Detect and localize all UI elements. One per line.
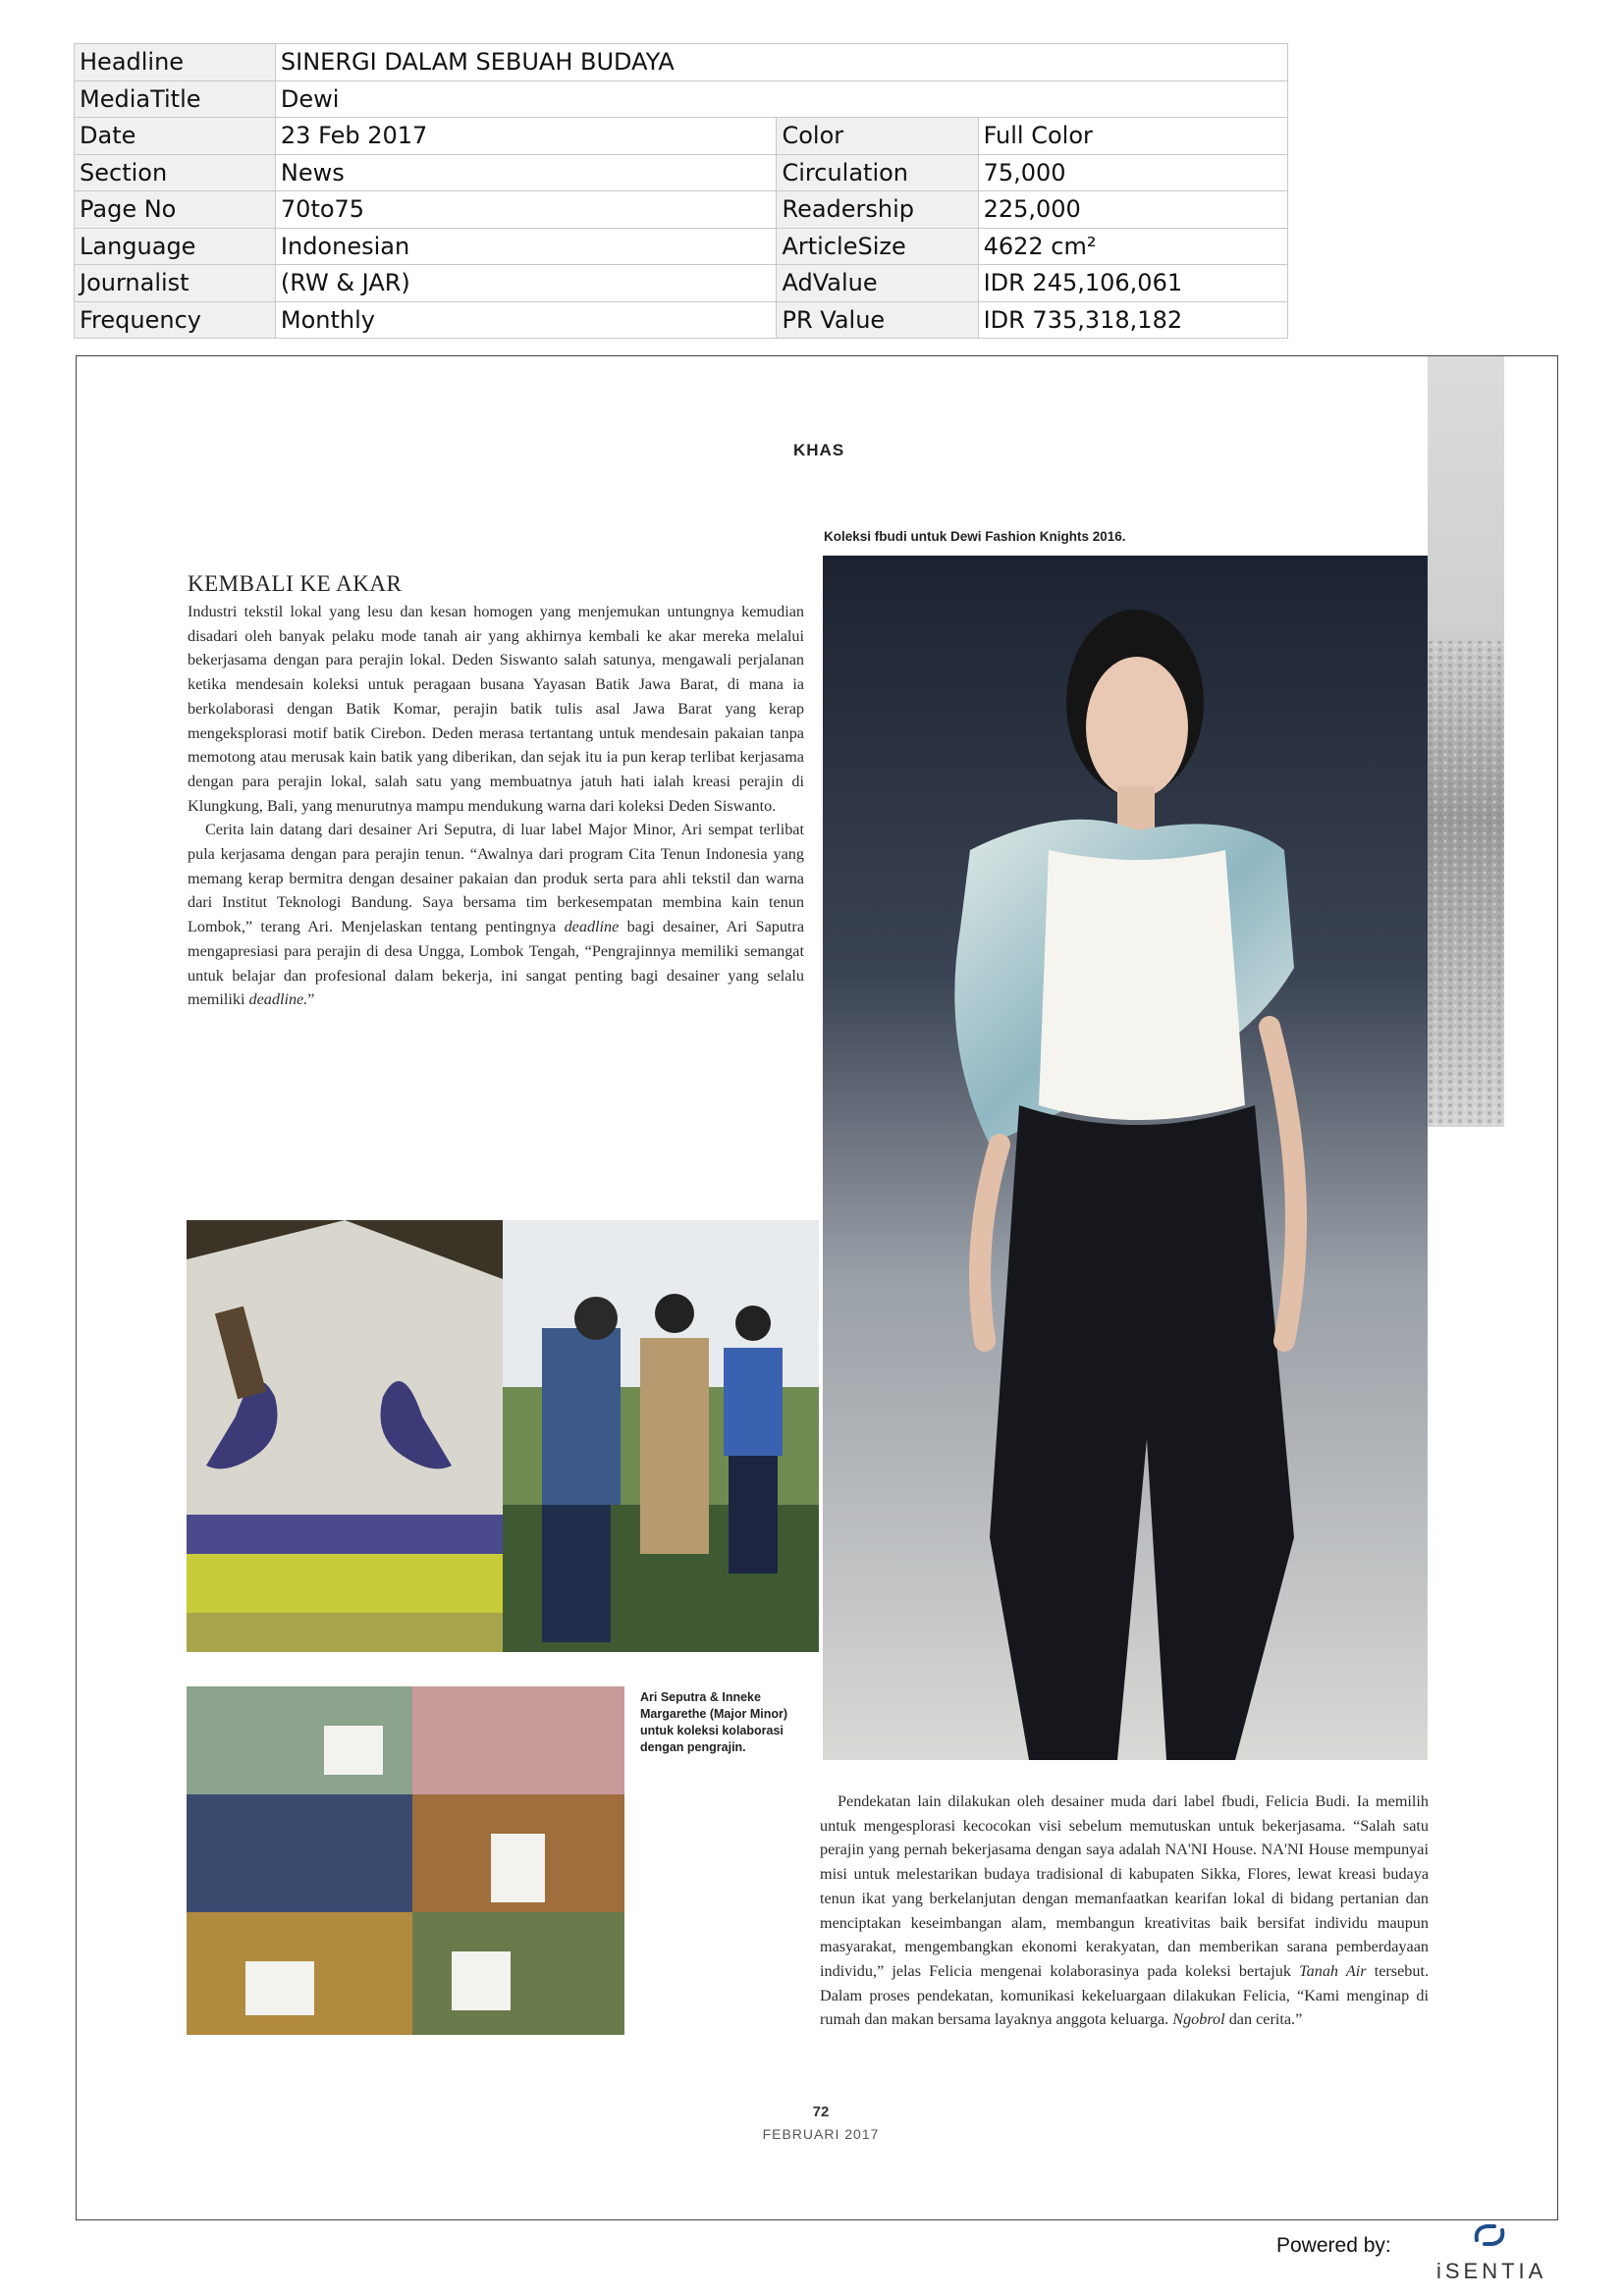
paragraph-1: Industri tekstil lokal yang lesu dan kesan homogen yang menjemukan untungnya kemudian disadari oleh banyak pelaku mode tanah air yang akhirnya kembali ke akar mereka melalui bekerjasama dengan para perajin lokal. Deden Siswanto salah satunya, mengawali perjalanan ketika mendesain koleksi untuk peragaan busana Yayasan Batik Jawa Barat, di mana ia berkolaborasi dengan Batik Komar, perajin batik tulis asal Jawa Barat yang kerap mengeksplorasi motif batik Cirebon. Deden merasa tertantang untuk mendesain pakaian tanpa memotong atau merusak kain batik yang diberikan, dan sejak itu ia pun kerap terlibat kerjasama dengan para perajin lokal, salah satu yang membuatnya jatuh hati ialah kreasi perajin di Klungkung, Bali, yang menurutnya mampu mendukung warna dari koleksi Deden Siswanto. xyxy=(188,603,804,815)
table-row xyxy=(75,154,1288,191)
frequency-label: Frequency xyxy=(75,301,276,339)
paragraph-3-italic-b: Ngobrol xyxy=(1172,2010,1225,2029)
powered-by-label: Powered by: xyxy=(1276,2234,1391,2257)
table-row xyxy=(75,44,1288,81)
article-clipping xyxy=(76,355,1558,2220)
section-kicker: KHAS xyxy=(793,441,845,459)
circulation-label: Circulation xyxy=(777,154,978,191)
paragraph-2-text-b: bagi desainer, Ari Saputra mengapresiasi para perajin di desa Ungga, Lombok Tengah, “Pengrajinnya memiliki semangat untuk belajar dan profesional dalam bekerja, ini sangat penting bagi desainer yang selalu memiliki xyxy=(188,918,805,1009)
magazine-page xyxy=(77,356,1557,2219)
frequency-value: Monthly xyxy=(275,301,777,339)
paragraph-3-italic-a: Tanah Air xyxy=(1299,1961,1367,1980)
designers-with-weavers-photo xyxy=(503,1220,819,1652)
articlesize-label: ArticleSize xyxy=(777,228,978,265)
advalue-label: AdValue xyxy=(777,265,978,302)
table-row xyxy=(75,80,1288,118)
page-number: 72 xyxy=(812,2104,830,2120)
woven-textile-photo xyxy=(187,1220,503,1652)
headline-label: Headline xyxy=(75,44,276,81)
page-date: FEBRUARI 2017 xyxy=(762,2126,880,2142)
date-label: Date xyxy=(75,118,276,155)
readership-value: 225,000 xyxy=(978,191,1287,229)
date-value: 23 Feb 2017 xyxy=(275,118,777,155)
language-label: Language xyxy=(75,228,276,265)
table-row xyxy=(75,118,1288,155)
article-column-left xyxy=(188,600,804,1012)
readership-label: Readership xyxy=(777,191,978,229)
section-label: Section xyxy=(75,154,276,191)
section-value: News xyxy=(275,154,777,191)
language-value: Indonesian xyxy=(275,228,777,265)
runway-model-photo xyxy=(823,556,1428,1760)
paragraph-3 xyxy=(820,1789,1429,2032)
mediatitle-value: Dewi xyxy=(275,80,1287,118)
paragraph-3-text-b: tersebut. Dalam proses pendekatan, komunikasi kekeluargaan dilakukan Felicia, “Kami menginap di rumah dan makan bersama layaknya anggota keluarga. xyxy=(820,1961,1429,2029)
journalist-label: Journalist xyxy=(75,265,276,302)
mediatitle-label: MediaTitle xyxy=(75,80,276,118)
paragraph-2 xyxy=(188,818,804,1012)
circulation-value: 75,000 xyxy=(978,154,1287,191)
paragraph-2-italic-b: deadline. xyxy=(248,990,308,1009)
table-row xyxy=(75,191,1288,229)
table-row xyxy=(75,301,1288,339)
table-row xyxy=(75,265,1288,302)
color-label: Color xyxy=(777,118,978,155)
color-value: Full Color xyxy=(978,118,1287,155)
photo-caption-top: Koleksi fbudi untuk Dewi Fashion Knights 2016. xyxy=(824,529,1126,544)
paragraph-3-text-c: dan cerita.” xyxy=(1228,2010,1303,2029)
paragraph-2-text-a: Cerita lain datang dari desainer Ari Seputra, di luar label Major Minor, Ari sempat terlibat pula kerjasama dengan para perajin tenun. “Awalnya dari program Cita Tenun Indonesia yang memang kerap bermitra dengan desainer pakaian dan produk serta para ahli tekstil dan warna dari Institut Teknologi Bandung. Saya bersama tim berkesempatan membina kain tenun Lombok,” terang Ari. Menjelaskan tentang pentingnya xyxy=(188,821,804,936)
journalist-value: (RW & JAR) xyxy=(275,265,777,302)
isentia-brand-name: iSENTIA xyxy=(1436,2259,1547,2283)
article-subheading: KEMBALI KE AKAR xyxy=(188,571,403,596)
metadata-table xyxy=(74,43,1288,339)
prvalue-value: IDR 735,318,182 xyxy=(978,301,1287,339)
paragraph-2-italic-a: deadline xyxy=(564,918,620,936)
advalue-value: IDR 245,106,061 xyxy=(978,265,1287,302)
photo-caption-side: Ari Seputra & Inneke Margarethe (Major Minor) untuk koleksi kolaborasi dengan pengrajin. xyxy=(640,1690,788,1754)
headline-value: SINERGI DALAM SEBUAH BUDAYA xyxy=(275,44,1287,81)
paragraph-3-text-a: Pendekatan lain dilakukan oleh desainer muda dari label fbudi, Felicia Budi. Ia memilih untuk mengesplorasi kecocokan visi sebelum memutuskan untuk bekerjasama. “Salah satu perajin yang pernah bekerjasama dengan saya adalah NA'NI House. NA'NI House mempunyai misi untuk melestarikan budaya tradisional di kabupaten Sikka, Flores, lewat kreasi budaya tenun ikat yang berkelanjutan dengan memanfaatkan kearifan lokal di bidang pertanian dan menciptakan keseimbangan alam, membangun kreativitas baik bersifat individu maupun masyarakat, mengembangkan ekonomi kerakyatan, dan memberikan sarana pemberdayaan individu,” jelas Felicia mengenai kolaborasinya pada koleksi bertajuk xyxy=(820,1792,1429,1980)
pageno-value: 70to75 xyxy=(275,191,777,229)
stone-texture-photo xyxy=(1428,356,1504,1127)
fabric-swatches-photo xyxy=(187,1686,624,2035)
prvalue-label: PR Value xyxy=(777,301,978,339)
pageno-label: Page No xyxy=(75,191,276,229)
articlesize-value: 4622 cm² xyxy=(978,228,1287,265)
paragraph-2-text-c: ” xyxy=(307,990,315,1009)
article-column-right xyxy=(820,1789,1429,2032)
table-row xyxy=(75,228,1288,265)
isentia-logo-icon xyxy=(1473,2220,1506,2250)
